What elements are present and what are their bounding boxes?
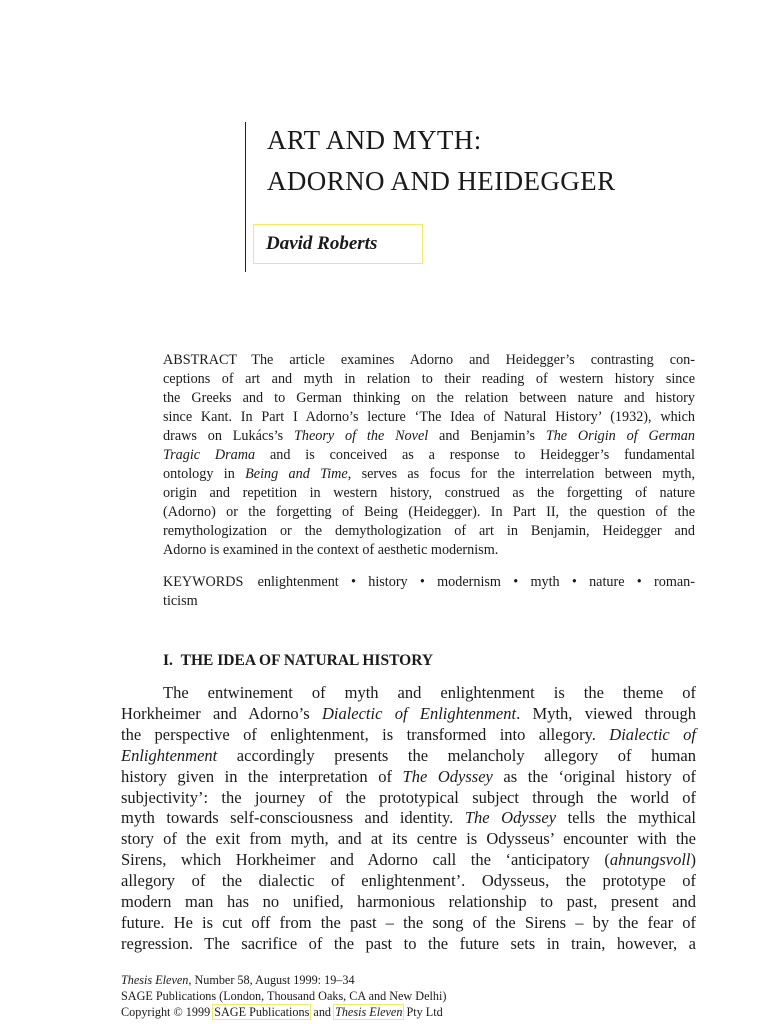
text-run: , Number 58, August 1999: 19–34: [188, 973, 355, 987]
section-heading: I. THE IDEA OF NATURAL HISTORY: [163, 652, 434, 669]
text-run: Sirens, which Horkheimer and Adorno call the ‘anticipatory (: [121, 850, 610, 870]
text-line: [163, 389, 695, 408]
text-line: [121, 934, 696, 955]
text-line: [163, 573, 695, 592]
text-run: tells the mythical: [556, 808, 697, 828]
text-run: ceptions of art and myth in relation to their reading of western history since: [163, 371, 695, 387]
text-line: [163, 465, 695, 484]
text-run: Horkheimer and Adorno’s: [121, 703, 322, 723]
text-run: the perspective of enlightenment, is transformed into allegory.: [121, 724, 610, 744]
text-run: ticism: [163, 593, 198, 609]
footer-publisher: [121, 988, 696, 1004]
text-run: modern man has no unified, harmonious relationship to past, present and: [121, 892, 696, 912]
text-run: allegory of the dialectic of enlightenment’. Odysseus, the prototype of: [121, 871, 696, 891]
text-run: Tragic Drama: [163, 447, 256, 463]
text-line: [121, 725, 696, 746]
text-run: and: [310, 1005, 335, 1019]
text-run: the Greeks and to German thinking on the relation between nature and history: [163, 390, 695, 406]
text-run: regression. The sacrifice of the past to the future sets in train, however, a: [121, 933, 696, 953]
text-run: KEYWORDS enlightenment • history • modernism • myth • nature • roman-: [163, 574, 695, 590]
text-run: Enlightenment: [121, 745, 218, 765]
text-run: . Myth, viewed through: [516, 703, 696, 723]
text-run: and Benjamin’s: [428, 428, 546, 444]
text-run: remythologization or the demythologization of art in Benjamin, Heidegger and: [163, 523, 695, 539]
text-line: [121, 746, 696, 767]
text-run: Pty Ltd: [403, 1005, 443, 1019]
text-run: Theory of the Novel: [294, 428, 429, 444]
linked-text[interactable]: SAGE Publications: [214, 1005, 310, 1019]
text-line: [121, 829, 696, 850]
text-run: draws on Lukács’s: [163, 428, 295, 444]
text-line: [163, 484, 695, 503]
text-run: SAGE Publications (London, Thousand Oaks, CA and New Delhi): [121, 989, 447, 1003]
text-line: [121, 704, 696, 725]
text-line: [121, 808, 696, 829]
text-line: [121, 767, 696, 788]
text-line: [163, 351, 695, 370]
text-run: , serves as focus for the interrelation between myth,: [347, 466, 696, 482]
text-run: since Kant. In Part I Adorno’s lecture ‘The Idea of Natural History’ (1932), which: [163, 409, 695, 425]
text-run: myth towards self-consciousness and identity.: [121, 808, 465, 828]
author-name[interactable]: David Roberts: [266, 233, 378, 254]
text-run: The entwinement of myth and enlightenment is the theme of: [163, 683, 696, 702]
keywords: [163, 573, 695, 611]
text-line: [163, 503, 695, 522]
text-line: [163, 592, 695, 611]
title-rule: [245, 122, 246, 272]
text-line: [163, 408, 695, 427]
text-run: origin and repetition in western history, construed as the forgetting of nature: [163, 485, 695, 501]
abstract: [163, 351, 695, 560]
text-line: [163, 446, 695, 465]
text-run: ): [690, 850, 696, 870]
text-line: [163, 522, 695, 541]
text-line: [163, 370, 695, 389]
text-run: The Odyssey: [464, 808, 557, 828]
linked-text[interactable]: Thesis Eleven: [335, 1005, 403, 1019]
text-run: (Adorno) or the forgetting of Being (Heidegger). In Part II, the question of the: [163, 504, 695, 520]
journal-footer: [121, 972, 696, 1020]
text-line: [121, 788, 696, 809]
footer-copyright: [121, 1004, 696, 1020]
text-line: [121, 892, 696, 913]
text-run: story of the exit from myth, and at its centre is Odysseus’ encounter with the: [121, 829, 696, 849]
body-text: [121, 683, 696, 955]
text-line: [121, 913, 696, 934]
text-line: [121, 850, 696, 871]
text-run: accordingly presents the melancholy allegory of human: [217, 745, 696, 765]
title-line-2: ADORNO AND HEIDEGGER: [267, 166, 616, 196]
article-title: [267, 120, 615, 202]
text-run: ahnungsvoll: [609, 850, 691, 870]
text-run: The Odyssey: [402, 766, 493, 786]
text-line: [121, 871, 696, 892]
footer-citation: [121, 972, 696, 988]
text-run: Dialectic of Enlightenment: [321, 703, 517, 723]
text-run: ontology in: [163, 466, 246, 482]
text-line: [121, 683, 696, 704]
title-line-1: ART AND MYTH:: [267, 125, 482, 155]
text-line: [163, 427, 695, 446]
text-run: Copyright © 1999: [121, 1005, 214, 1019]
text-run: The Origin of German: [545, 428, 695, 444]
text-run: Adorno is examined in the context of aesthetic modernism.: [163, 542, 499, 558]
text-run: as the ‘original history of: [492, 766, 697, 786]
text-run: Being and Time: [245, 466, 348, 482]
text-run: history given in the interpretation of: [121, 766, 403, 786]
text-run: and is conceived as a response to Heidegger’s fundamental: [255, 447, 695, 463]
text-run: Thesis Eleven: [121, 973, 189, 987]
text-run: subjectivity’: the journey of the prototypical subject through the world of: [121, 787, 696, 807]
text-run: Dialectic of: [609, 724, 696, 744]
text-run: future. He is cut off from the past – the song of the Sirens – by the fear of: [121, 912, 696, 932]
text-run: ABSTRACT The article examines Adorno and Heidegger’s contrasting con-: [163, 352, 695, 368]
text-line: [163, 541, 695, 560]
